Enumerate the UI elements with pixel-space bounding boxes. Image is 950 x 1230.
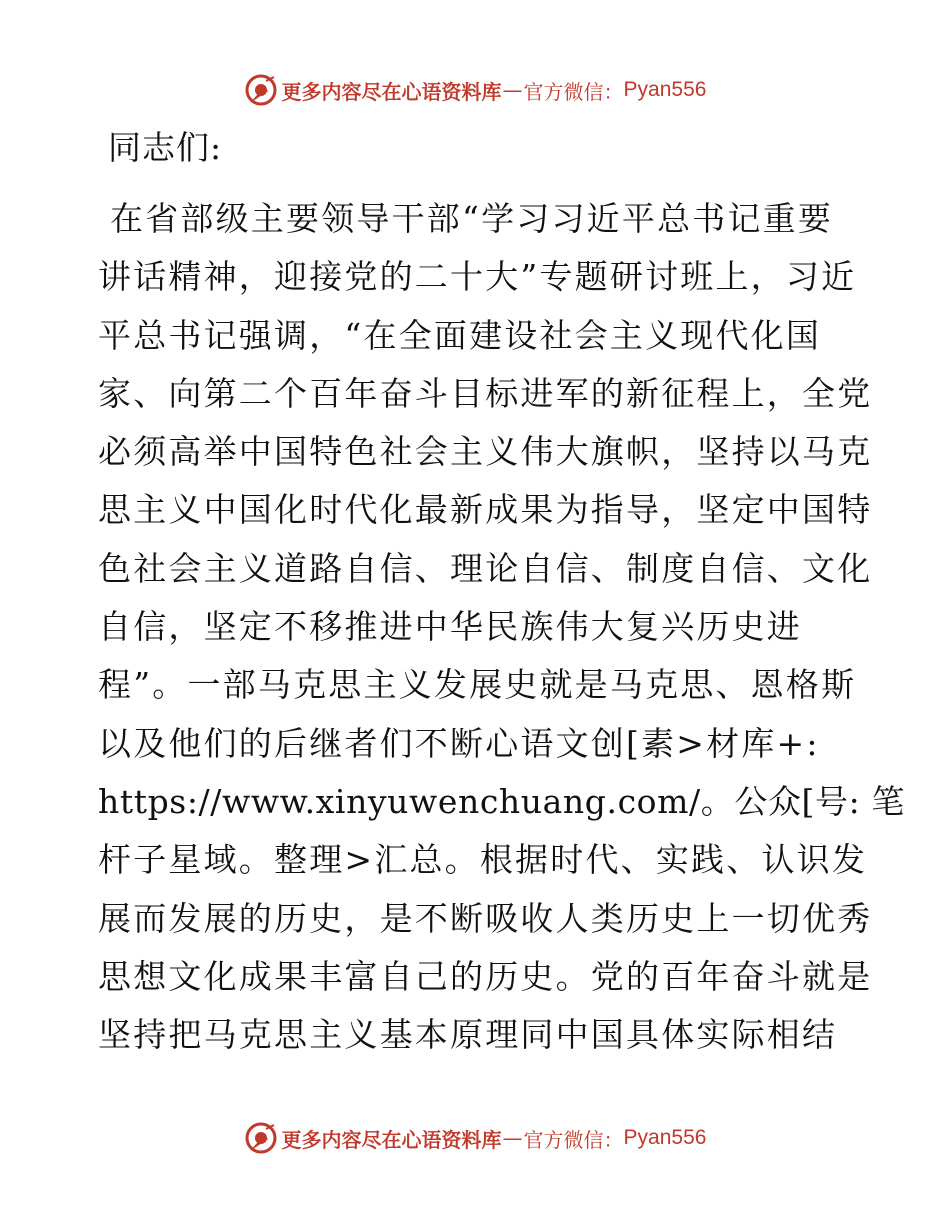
body-line: 色社会主义道路自信、理论自信、制度自信、文化 [98, 548, 873, 588]
header-official-label: 官方微信： [523, 79, 624, 104]
pen-circle-logo-icon [244, 1121, 278, 1155]
header-brand-text: 更多内容尽在心语资料库 [281, 79, 502, 104]
footer-official-label: 官方微信： [523, 1127, 624, 1152]
body-line: 程”。一部马克思主义发展史就是马克思、恩格斯 [98, 665, 857, 705]
header-wechat-id: Pyan556 [623, 78, 707, 101]
body-line: 思想文化成果丰富自己的历史。党的百年奋斗就是 [98, 956, 873, 996]
body-line: 展而发展的历史，是不断吸收人类历史上一切优秀 [98, 898, 873, 938]
body-text [98, 190, 906, 1064]
body-line: 自信，坚定不移推进中华民族伟大复兴历史进 [98, 607, 802, 647]
footer-wechat-id: Pyan556 [623, 1126, 707, 1149]
body-line: 必须高举中国特色社会主义伟大旗帜，坚持以马克 [98, 432, 873, 472]
body-line: 以及他们的后继者们不断心语文创[素>材库+: [98, 723, 820, 763]
footer-dash: — [502, 1126, 523, 1150]
body-line: 家、向第二个百年奋斗目标进军的新征程上，全党 [98, 373, 873, 413]
footer-brand-text: 更多内容尽在心语资料库 [281, 1127, 502, 1152]
body-line: 在省部级主要领导干部“学习习近平总书记重要 [110, 199, 834, 238]
pen-circle-logo-icon [244, 73, 278, 107]
header-banner [0, 70, 950, 110]
body-line: 讲话精神，迎接党的二十大”专题研讨班上，习近 [98, 257, 857, 297]
footer-banner [0, 1118, 950, 1158]
greeting: 同志们: [108, 128, 223, 167]
body-line: 坚持把马克思主义基本原理同中国具体实际相结 [98, 1015, 838, 1055]
header-dash: — [502, 78, 523, 102]
body-line: 平总书记强调，“在全面建设社会主义现代化国 [98, 315, 822, 355]
body-line: 杆子星域。整理>汇总。根据时代、实践、认识发 [98, 840, 868, 880]
body-line: 思主义中国化时代化最新成果为指导，坚定中国特 [98, 490, 873, 530]
body-line-url: https://www.xinyuwenchuang.com/。公众[号: 笔 [98, 781, 906, 821]
